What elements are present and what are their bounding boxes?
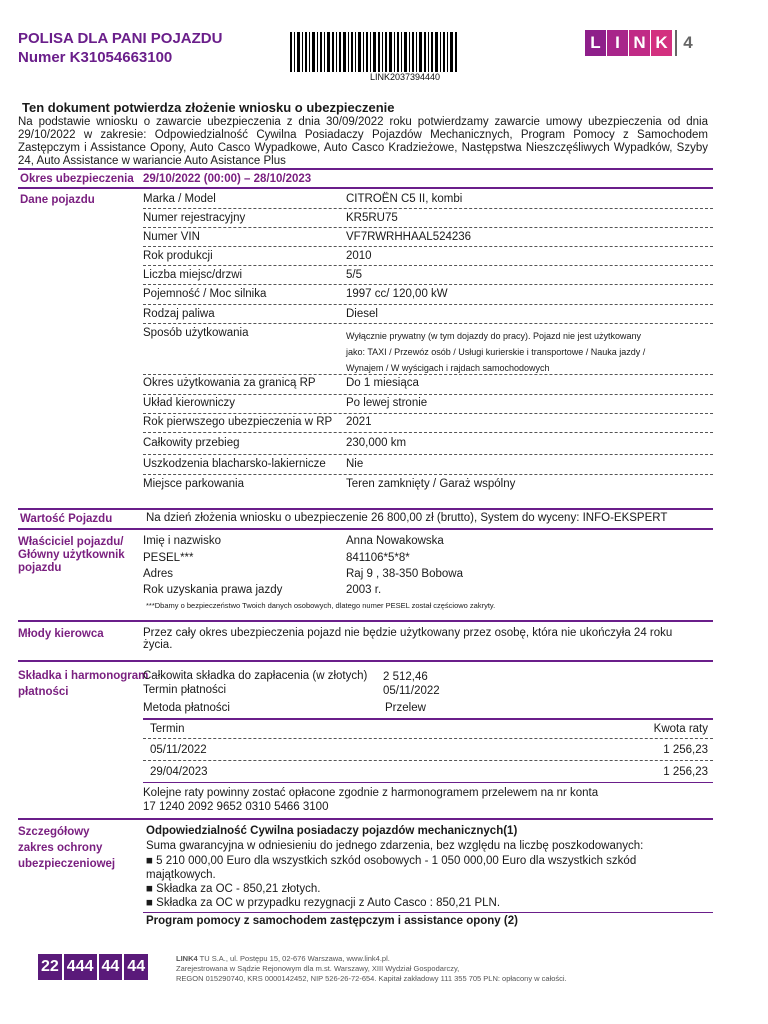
payment-method-value: Przelew <box>385 702 426 714</box>
vehicle-value-label: Wartość Pojazdu <box>20 513 113 525</box>
usage-line: Wyłącznie prywatny (w tym dojazdy do pracy). Pojazd nie jest użytkowany <box>346 331 642 341</box>
divider <box>143 246 713 247</box>
period-label: Okres ubezpieczenia <box>20 173 134 185</box>
usage-line: jako: TAXI / Przewóz osób / Usługi kurierskie i transportowe / Nauka jazdy / <box>346 347 646 357</box>
account-note: Kolejne raty powinny zostać opłacone zgodnie z harmonogramem przelewem na nr konta 17 1240 2092 9652 0310 5466 3100 <box>143 787 599 813</box>
bullet-item: ■ Składka za OC - 850,21 złotych. <box>146 883 321 895</box>
schedule-term-header: Termin <box>150 723 185 735</box>
payment-method-label: Metoda płatności <box>143 702 230 714</box>
vehicle-value-text: Na dzień złożenia wniosku o ubezpieczenie 26 800,00 zł (brutto), System do wyceny: INFO-EKSPERT <box>146 512 668 524</box>
logo-letter: L <box>585 30 606 56</box>
divider <box>18 168 713 170</box>
divider <box>143 284 713 285</box>
pesel-note: ***Dbamy o bezpieczeństwo Twoich danych osobowych, dlatego numer PESEL został częściowo zakryty. <box>146 601 496 610</box>
oc-intro: Suma gwarancyjna w odniesieniu do jednego zdarzenia, bez względu na liczbę poszkodowanych: <box>146 840 644 852</box>
confirmation-text: Na podstawie wniosku o zawarcie ubezpieczenia z dnia 30/09/2022 roku potwierdzamy zawarcie umowy ubezpieczenia od dnia 29/10/2022 w zakresie: Odpowiedzialność Cywilna Posiadaczy Pojazdów Mechanicznych, Program Pomocy z Samochodem Zastępczym i Assistance Opony, Auto Casco Wypadkowe, Auto Casco Kradzieżowe, Następstwa Nieszczęśliwych Wypadków, Szyby 24, Auto Assistance w wariancie Auto Asistance Plus <box>18 116 708 167</box>
vehicle-label: Dane pojazdu <box>20 194 95 206</box>
divider <box>143 912 713 913</box>
divider <box>143 323 713 324</box>
logo-letter: I <box>607 30 628 56</box>
divider <box>18 187 713 189</box>
divider <box>143 394 713 395</box>
oc-bullets <box>146 854 636 910</box>
divider <box>143 432 713 433</box>
young-driver-text: Przez cały okres ubezpieczenia pojazd nie będzie użytkowany przez osobę, która nie ukończyła 24 roku życia. <box>143 627 673 651</box>
divider <box>18 660 713 662</box>
young-driver-label: Młody kierowca <box>18 628 104 640</box>
premium-value: 2 512,46 <box>383 671 428 683</box>
premium-label: Całkowita składka do zapłacenia (w złotych) <box>143 670 368 682</box>
divider <box>143 782 713 783</box>
divider <box>143 760 713 761</box>
divider <box>143 718 713 720</box>
schedule-term: 05/11/2022 <box>150 744 207 756</box>
company-info: LINK4 TU S.A., ul. Postępu 15, 02-676 Warszawa, www.link4.pl. Zarejestrowana w Sądzie Rejonowym dla m.st. Warszawy, XIII Wydział Gospodarczy, REGON 015290740, KRS 0000142452, NIP 526-26-72-654. Kapitał zakładowy 111 355 705 PLN: opłacony w całości. <box>176 954 567 983</box>
divider <box>18 508 713 510</box>
link4-logo <box>585 30 700 56</box>
divider <box>18 620 713 622</box>
divider <box>143 738 713 739</box>
payment-label: Składka i harmonogram płatności <box>18 670 149 698</box>
schedule-amount: 1 256,23 <box>663 744 708 756</box>
schedule-term: 29/04/2023 <box>150 766 208 778</box>
divider <box>143 454 713 455</box>
bullet-item-cont: majątkowych. <box>146 869 216 881</box>
policy-title: POLISA DLA PANI POJAZDU <box>18 30 223 47</box>
divider <box>143 413 713 414</box>
divider <box>18 528 713 530</box>
payment-date-label: Termin płatności <box>143 684 227 696</box>
payment-date-value: 05/11/2022 <box>383 685 440 697</box>
bullet-item: ■ 5 210 000,00 Euro dla wszystkich szkód osobowych - 1 050 000,00 Euro dla wszystkich szkód <box>146 855 637 867</box>
phone-number: 22 444 44 44 <box>38 954 150 980</box>
barcode <box>290 32 458 72</box>
schedule-amount-header: Kwota raty <box>653 723 708 735</box>
coverage-label: Szczegółowy zakres ochrony ubezpieczeniowej <box>18 826 116 870</box>
divider <box>18 818 713 820</box>
logo-letter: K <box>651 30 672 56</box>
usage-line: Wynajem / W wyścigach i rajdach samochodowych <box>346 363 550 373</box>
divider <box>143 474 713 475</box>
confirmation-heading: Ten dokument potwierdza złożenie wniosku o ubezpieczenie <box>22 100 395 115</box>
logo-letter: N <box>629 30 650 56</box>
divider <box>143 227 713 228</box>
divider <box>143 374 713 375</box>
divider <box>143 304 713 305</box>
schedule-amount: 1 256,23 <box>663 766 708 778</box>
divider <box>143 208 713 209</box>
bullet-item: ■ Składka za OC w przypadku rezygnacji z Auto Casco : 850,21 PLN. <box>146 897 501 909</box>
owner-label: Właściciel pojazdu/ Główny użytkownik pojazdu <box>18 536 125 574</box>
barcode-number: LINK2037394440 <box>370 72 441 82</box>
divider <box>143 265 713 266</box>
policy-number: Numer K31054663100 <box>18 49 173 66</box>
period-value: 29/10/2022 (00:00) – 28/10/2023 <box>143 173 312 185</box>
program-title: Program pomocy z samochodem zastępczym i assistance opony (2) <box>146 915 518 927</box>
logo-number: 4 <box>675 30 699 56</box>
oc-title: Odpowiedzialność Cywilna posiadaczy pojazdów mechanicznych(1) <box>146 825 518 837</box>
